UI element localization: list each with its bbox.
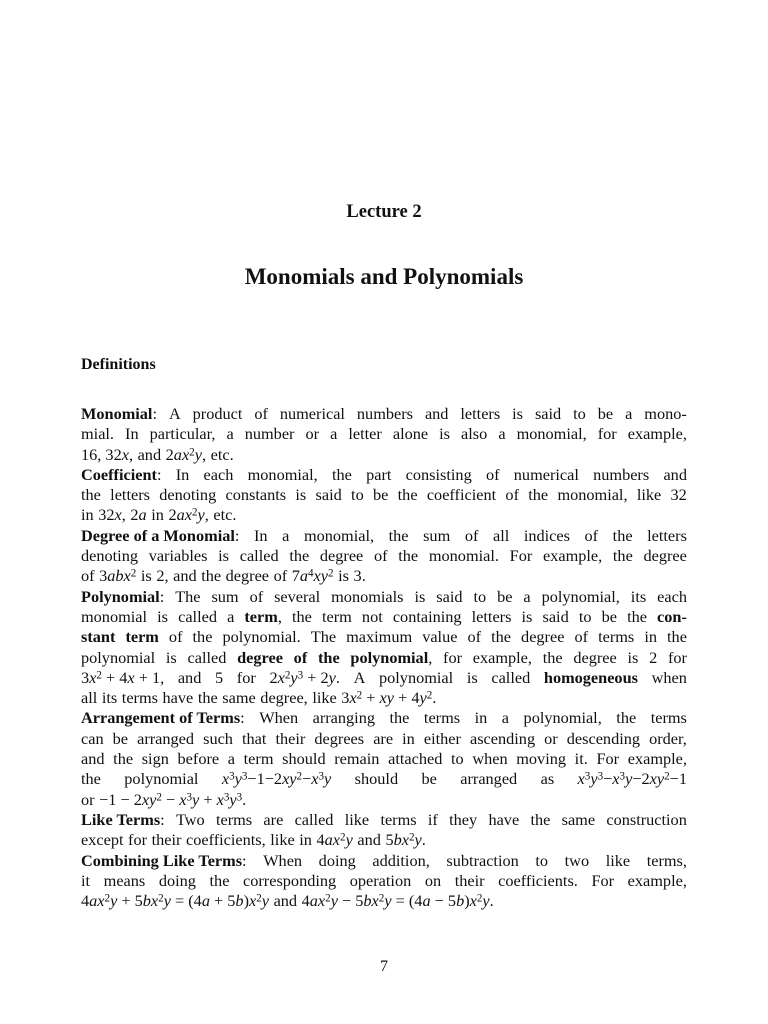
text-line: Arrangement of Terms: When arranging the terms in a polynomial, the terms (81, 708, 687, 728)
text-line: Degree of a Monomial: In a monomial, the sum of all indices of the letters (81, 525, 687, 545)
text-line: the polynomial $x^3y^3-1-2xy^2-x^3y$ should be arranged as $x^3y^3-x^3y-2xy^2-1$ (81, 769, 687, 789)
text-line: Like Terms: Two terms are called like terms if they have the same construction (81, 809, 687, 829)
text-line: the letters denoting constants is said to be the coefficient of the monomial, like 32 (81, 485, 687, 505)
definition-polynomial (81, 587, 687, 709)
page-title: Monomials and Polynomials (244, 264, 524, 289)
term-label: Monomial (81, 404, 153, 423)
text-line: Coefficient: In each monomial, the part consisting of numerical numbers and (81, 464, 687, 484)
lecture-label: Lecture 2 (346, 202, 422, 222)
text-line: mial. In particular, a number or a letter alone is also a monomial, for example, (81, 424, 687, 444)
section-heading: Definitions (81, 356, 156, 373)
definition-arrangement-of-terms (81, 708, 687, 809)
text-line: Polynomial: The sum of several monomials is said to be a polynomial, its each (81, 586, 687, 606)
text-line: except for their coefficients, like in $4ax^2y$ and $5bx^2y$. (81, 830, 426, 850)
definitions-body (81, 404, 687, 911)
term-label: Degree of a Monomial (81, 525, 235, 545)
text-line: polynomial is called degree of the polynomial, for example, the degree is 2 for (81, 647, 687, 667)
term-label: Arrangement of Terms (81, 708, 241, 728)
text-line: 16, 32x, and $2ax^2y$, etc. (81, 444, 234, 464)
text-line: $4ax^2y + 5bx^2y = (4a + 5b)x^2y$ and $4ax^2y - 5bx^2y = (4a - 5b)x^2y$. (81, 891, 494, 911)
text-line: and the sign before a term should remain attached to when moving it. For example, (81, 749, 687, 769)
text-line: can be arranged such that their degrees are in either ascending or descending order, (81, 728, 687, 748)
text-line: Monomial: A product of numerical numbers and letters is said to be a mono- (81, 404, 687, 423)
definition-like-terms (81, 810, 687, 851)
text-line: of 3abx$^2$ is 2, and the degree of $7a^4xy^2$ is 3. (81, 566, 366, 586)
text-line: $3x^2 + 4x + 1$, and 5 for $2x^2y^3 + 2y$. A polynomial is called homogeneous when (81, 667, 687, 687)
text-line: or $-1 - 2xy^2 - x^3y + x^3y^3$. (81, 789, 247, 809)
term-label: Polynomial (81, 586, 160, 606)
text-line: stant term of the polynomial. The maximum value of the degree of terms in the (81, 627, 687, 647)
text-line: denoting variables is called the degree of the monomial. For example, the degree (81, 546, 687, 566)
text-line: all its terms have the same degree, like $3x^2$ + xy + $4y^2$. (81, 688, 437, 708)
definition-degree-of-monomial (81, 526, 687, 587)
definition-combining-like-terms (81, 851, 687, 912)
text-line: monomial is called a term, the term not containing letters is said to be the con- (81, 606, 687, 626)
term-label: Combining Like Terms (81, 850, 243, 870)
definition-coefficient (81, 465, 687, 526)
term-label: Like Terms (81, 809, 161, 829)
page-number: 7 (380, 958, 388, 975)
definition-monomial (81, 404, 687, 465)
text-line: Combining Like Terms: When doing addition, subtraction to two like terms, (81, 850, 687, 870)
text-line: it means doing the corresponding operation on their coefficients. For example, (81, 870, 687, 890)
term-label: Coefficient (81, 464, 157, 484)
text-line: in 32x, 2a in $2ax^2y$, etc. (81, 505, 237, 525)
